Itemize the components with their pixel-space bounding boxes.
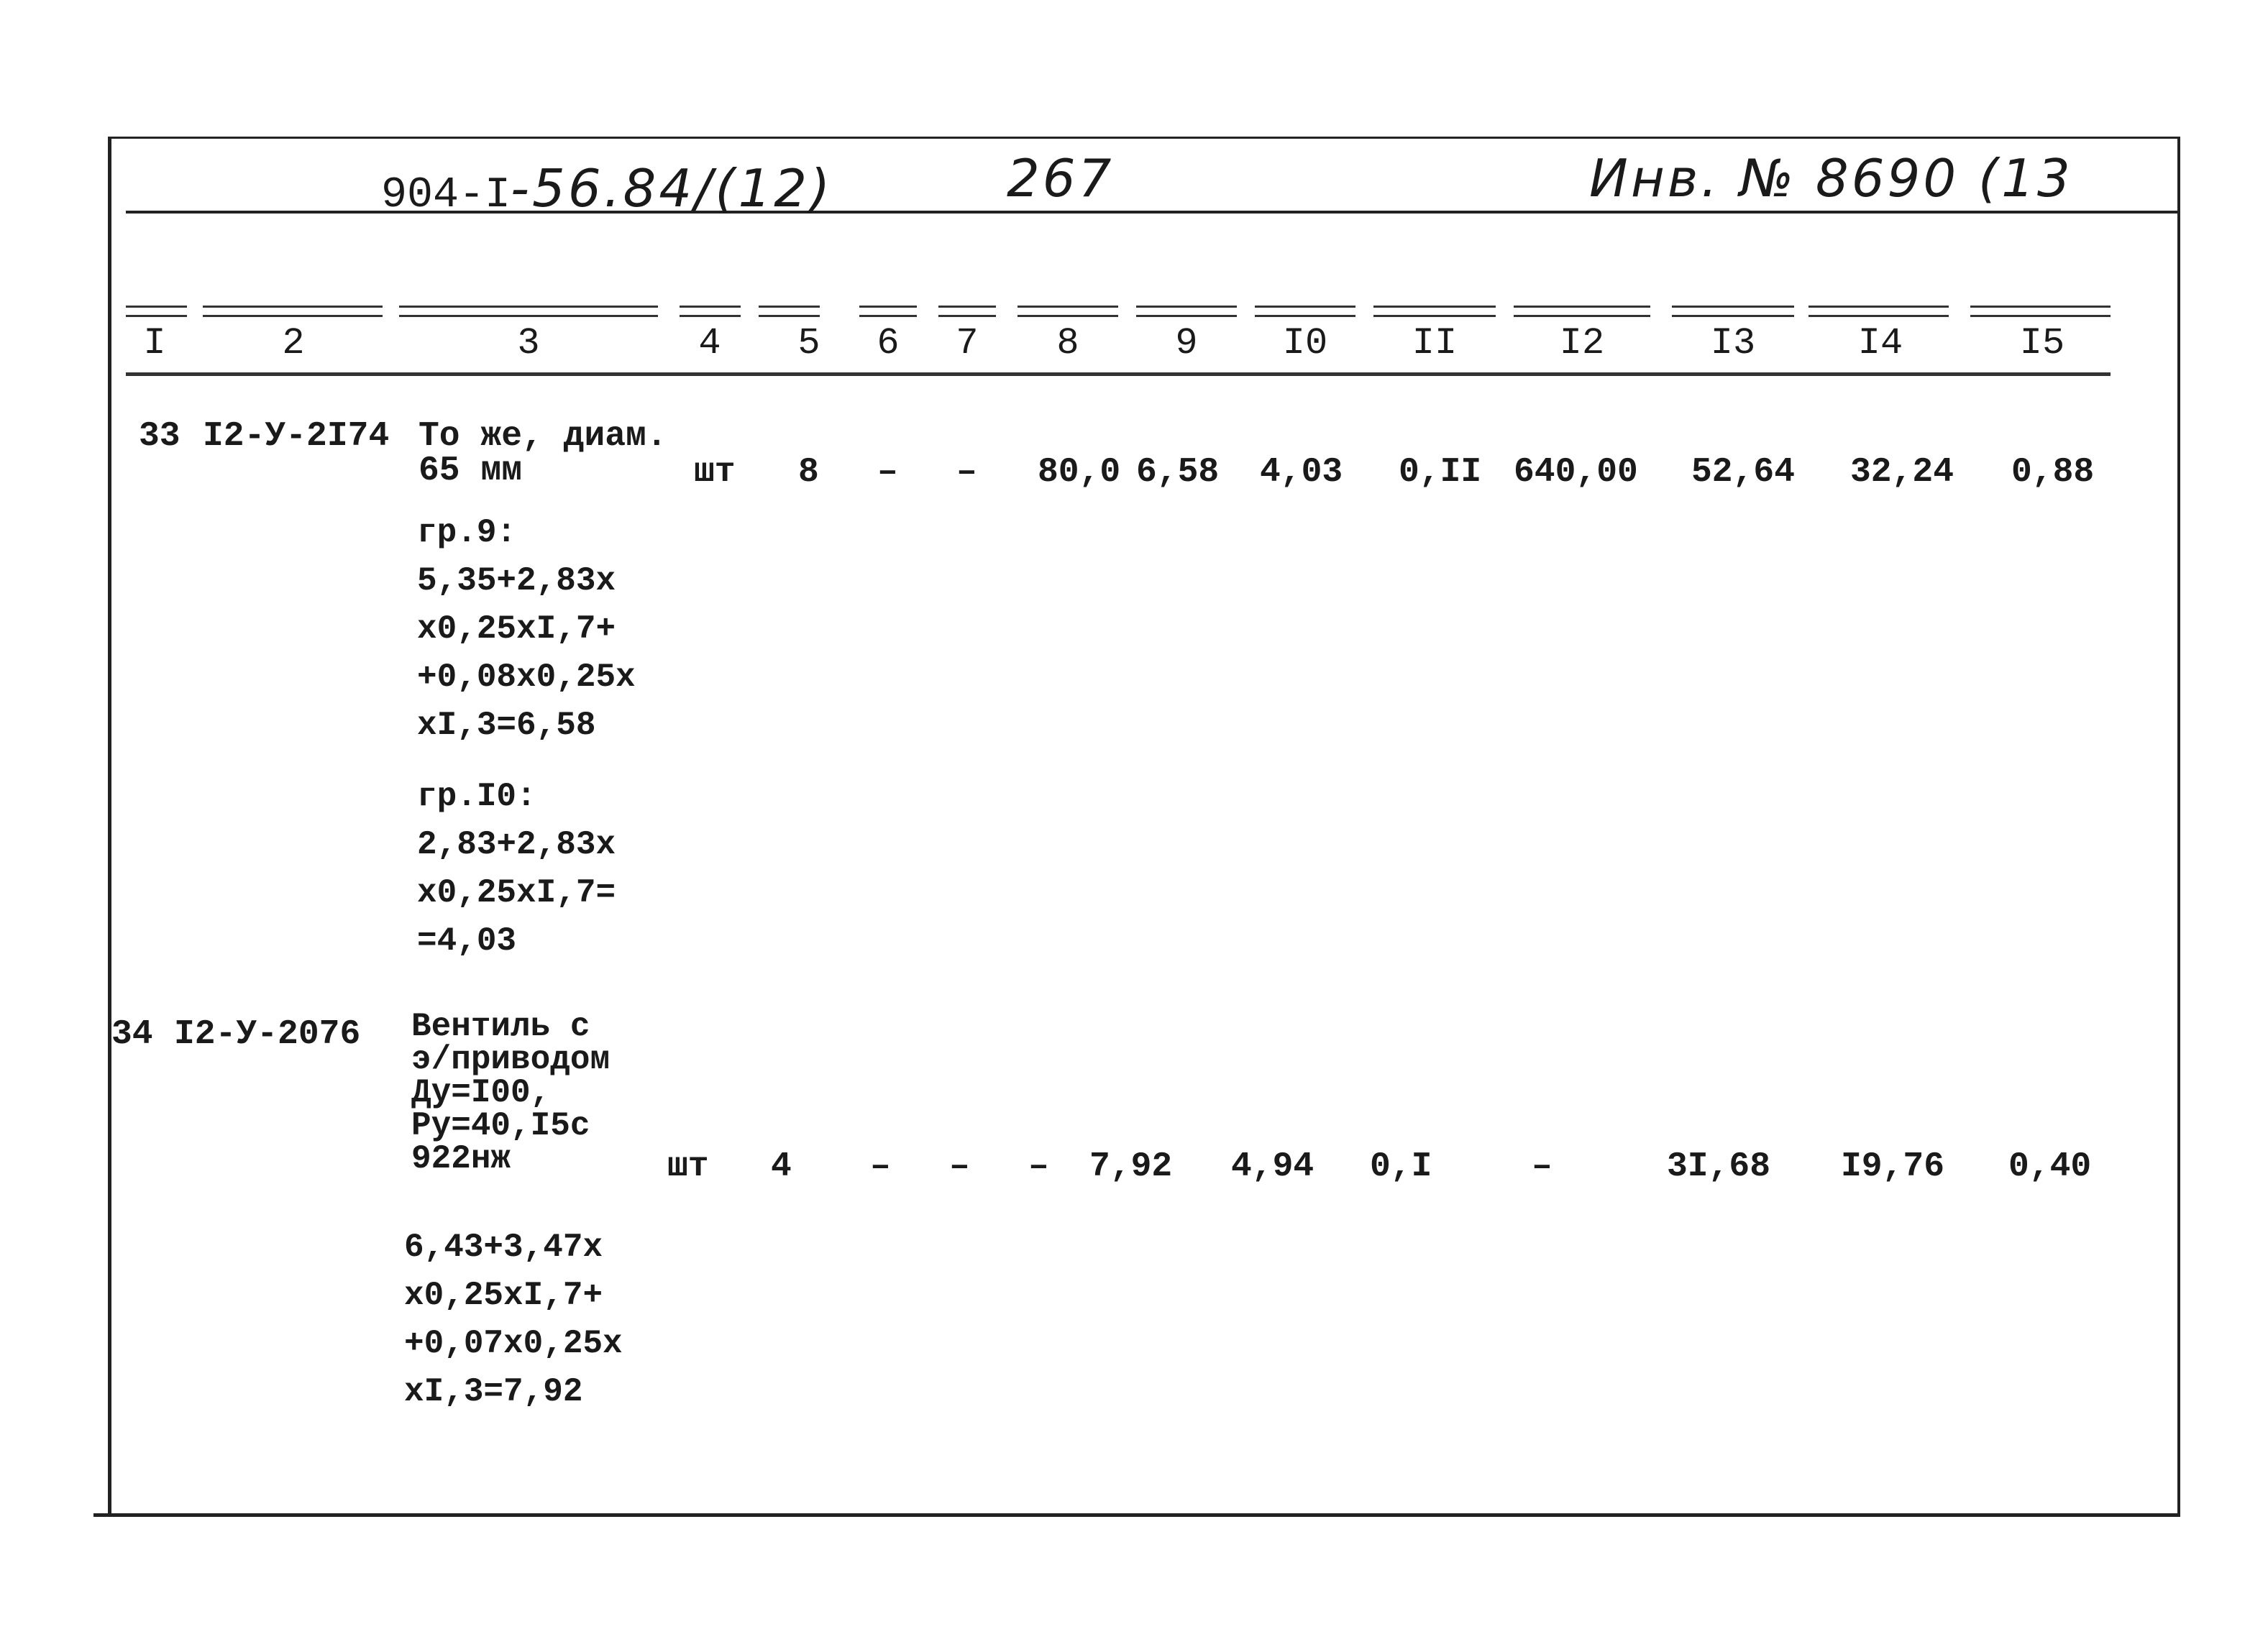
frame-right-border <box>2177 137 2180 1517</box>
row-34-col9: 7,92 <box>1089 1147 1173 1186</box>
document-code-printed: 904-I <box>381 171 511 220</box>
column-rule-9 <box>1136 306 1237 317</box>
row-33-number: 33 <box>139 417 180 456</box>
column-rule-8 <box>1018 306 1118 317</box>
frame-top-border <box>108 137 2180 139</box>
row-34-unit: шт <box>667 1147 709 1186</box>
row-34-name: Вентиль с э/приводом Ду=I00, Ру=40,I5с 922нж <box>411 1008 611 1178</box>
column-header-7: 7 <box>956 322 979 364</box>
column-rule-2 <box>203 306 383 317</box>
row-34-col6: – <box>870 1147 891 1186</box>
column-rule-7 <box>938 306 996 317</box>
row-33-calc-note-gr9: гр.9: 5,35+2,83х х0,25хI,7+ +0,08х0,25х хI,3=6,58 <box>417 514 636 744</box>
column-header-12: I2 <box>1559 322 1605 364</box>
row-34-col11: 0,I <box>1370 1147 1432 1186</box>
row-33-col5: 8 <box>798 453 819 492</box>
column-header-10: I0 <box>1282 322 1328 364</box>
column-header-13: I3 <box>1710 322 1756 364</box>
page-number: 267 <box>1007 148 1115 208</box>
inventory-value: 8690 (13 <box>1815 148 2073 208</box>
row-34-col10: 4,94 <box>1231 1147 1314 1186</box>
column-header-9: 9 <box>1175 322 1198 364</box>
column-rule-1 <box>126 306 187 317</box>
row-33-col11: 0,II <box>1399 453 1482 492</box>
row-34-number: 34 <box>111 1015 153 1054</box>
row-34-code: I2-У-2076 <box>174 1015 361 1054</box>
row-34-col12: – <box>1532 1147 1553 1186</box>
row-33-col6: – <box>877 453 898 492</box>
column-rule-12 <box>1514 306 1650 317</box>
row-34-col15: 0,40 <box>2008 1147 2092 1186</box>
document-code-handwritten: -56.84/(12) <box>511 158 833 219</box>
column-rule-13 <box>1672 306 1794 317</box>
column-rule-15 <box>1970 306 2111 317</box>
row-33-col14: 32,24 <box>1850 453 1954 492</box>
column-rule-10 <box>1255 306 1355 317</box>
column-header-2: 2 <box>282 322 305 364</box>
inventory-number <box>1589 148 2073 208</box>
column-rule-11 <box>1373 306 1496 317</box>
inventory-label: Инв. № <box>1589 148 1797 208</box>
row-34-col7: – <box>949 1147 970 1186</box>
column-rule-4 <box>680 306 741 317</box>
row-33-code: I2-У-2I74 <box>203 417 390 456</box>
row-33-name-line2: 65 мм <box>419 451 523 490</box>
row-33-col12: 640,00 <box>1514 453 1638 492</box>
row-33-col9: 6,58 <box>1136 453 1220 492</box>
column-rule-14 <box>1809 306 1949 317</box>
row-34-col5: 4 <box>771 1147 792 1186</box>
column-header-5: 5 <box>797 322 820 364</box>
column-header-8: 8 <box>1056 322 1079 364</box>
column-header-14: I4 <box>1857 322 1903 364</box>
column-header-1: I <box>143 322 166 364</box>
column-rule-3 <box>399 306 658 317</box>
column-header-underline <box>126 372 2111 376</box>
row-34-calc-note: 6,43+3,47х х0,25хI,7+ +0,07х0,25х хI,3=7,92 <box>404 1229 623 1410</box>
row-33-col15: 0,88 <box>2011 453 2095 492</box>
column-header-15: I5 <box>2019 322 2065 364</box>
column-header-4: 4 <box>698 322 721 364</box>
column-header-11: II <box>1412 322 1458 364</box>
column-rule-5 <box>759 306 820 317</box>
row-33-col8: 80,0 <box>1038 453 1121 492</box>
row-33-col10: 4,03 <box>1260 453 1343 492</box>
row-34-col8: – <box>1028 1147 1049 1186</box>
row-34-col14: I9,76 <box>1841 1147 1945 1186</box>
row-33-col13: 52,64 <box>1691 453 1796 492</box>
row-33-calc-note-gr10: гр.I0: 2,83+2,83х х0,25хI,7= =4,03 <box>417 778 616 960</box>
row-34-col13: 3I,68 <box>1667 1147 1771 1186</box>
row-33-name-line1: То же, диам. <box>419 417 667 456</box>
document-code <box>381 158 833 220</box>
row-33-col7: – <box>956 453 977 492</box>
frame-bottom-border <box>93 1513 2180 1517</box>
column-rule-6 <box>859 306 917 317</box>
column-header-3: 3 <box>517 322 540 364</box>
row-33-unit: шт <box>694 453 736 492</box>
column-header-6: 6 <box>877 322 900 364</box>
